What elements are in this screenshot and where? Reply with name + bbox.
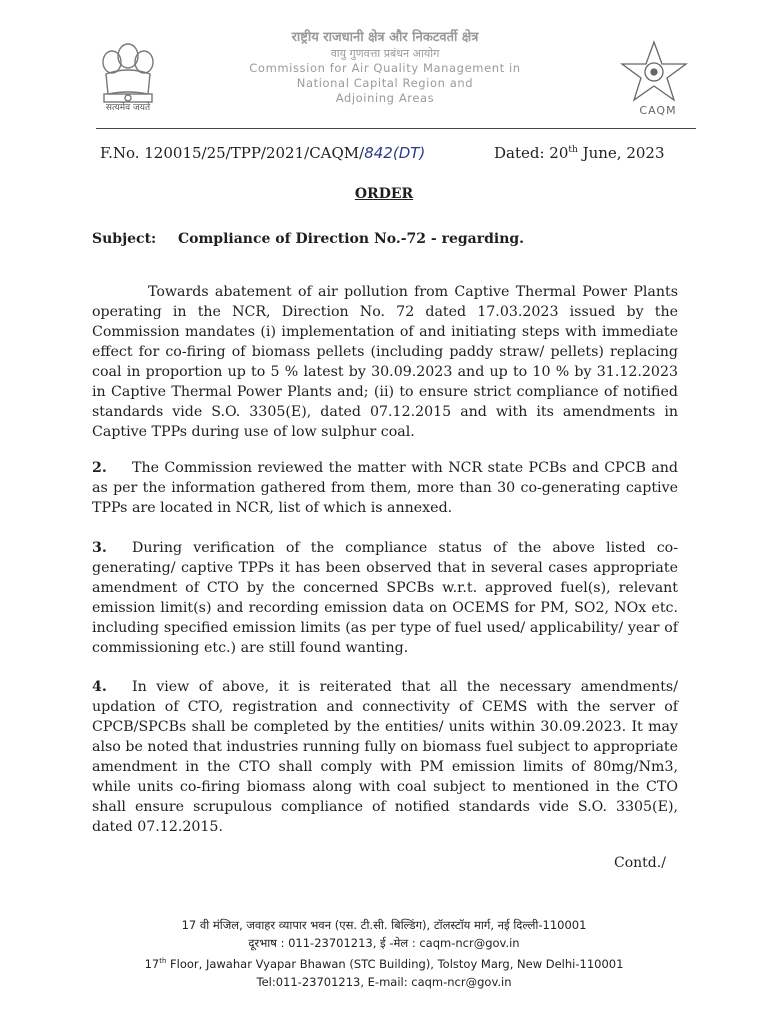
footer-english-address-line xyxy=(0,952,768,973)
english-title-line1: Commission for Air Quality Management in xyxy=(249,61,521,75)
paragraph-text: Towards abatement of air pollution from Captive Thermal Power Plants operating in the NCR, Direction No. 72 dated 17.03.2023 issued by the Commission mandates (i) implementation of and initiating steps with immediate effect for co-firing of biomass pellets (including paddy straw/ pellets) replacing coal in proportion up to 5 % latest by 30.09.2023 and up to 10 % by 31.12.2023 in Captive Thermal Power Plants and; (ii) to ensure strict compliance of notified standards vide S.O. 3305(E), dated 07.12.2015 and with its amendments in Captive TPPs during use of low sulphur coal. xyxy=(92,284,678,440)
paragraph-3 xyxy=(92,538,678,658)
footer-floor: 17 xyxy=(144,956,160,971)
footer-hindi-contact: दूरभाष : 011-23701213, ई -मेल : caqm-ncr@gov.in xyxy=(248,936,520,950)
paragraph-number: 2. xyxy=(92,460,107,476)
subject-label: Subject: xyxy=(92,231,157,247)
footer-hindi-address: 17 वी मंजिल, जवाहर व्यापार भवन (एस. टी.सी. बिल्डिंग), टॉलस्टॉय मार्ग, नई दिल्ली-110001 xyxy=(181,918,587,932)
order-title: ORDER xyxy=(354,186,414,202)
paragraph-1 xyxy=(92,282,678,442)
paragraph-2 xyxy=(92,458,678,518)
footer-english-contact: Tel:011-23701213, E-mail: caqm-ncr@gov.in xyxy=(256,974,512,989)
paragraph-number: 4. xyxy=(92,679,107,695)
file-number xyxy=(100,144,425,162)
date-ordinal: th xyxy=(568,145,578,155)
hindi-title-line1: राष्ट्रीय राजधानी क्षेत्र और निकटवर्ती क्षेत्र xyxy=(291,30,479,45)
paragraph-4 xyxy=(92,677,678,837)
hindi-title-line2: वायु गुणवत्ता प्रबंधन आयोग xyxy=(330,47,440,60)
order-date xyxy=(494,144,665,162)
date-label: Dated: 20 xyxy=(494,144,569,162)
footer-address xyxy=(0,916,768,991)
paragraph-text: During verification of the compliance status of the above listed co-generating/ captive TPPs it has been observed that in several cases appropriate amendment of CTO by the concerned SPCBs w.r.t. approved fuel(s), relevant emission limit(s) and recording emission data on OCEMS for PM, SO2, NOx etc. including specified emission limits (as per type of fuel used/ applicability/ year of commissioning etc.) are still found wanting. xyxy=(92,540,678,656)
emblem-motto: सत्यमेव जयते xyxy=(105,103,151,113)
file-number-text: F.No. 120015/25/TPP/2021/CAQM/ xyxy=(100,144,365,162)
letterhead-divider xyxy=(96,128,696,129)
subject-text: Compliance of Direction No.-72 - regarding. xyxy=(178,231,525,247)
letterhead-title xyxy=(200,30,570,106)
date-rest: June, 2023 xyxy=(577,144,665,162)
letterhead xyxy=(0,0,768,140)
paragraph-number: 3. xyxy=(92,540,107,556)
english-title-line2: National Capital Region and xyxy=(296,76,474,90)
footer-english-address: Floor, Jawahar Vyapar Bhawan (STC Building), Tolstoy Marg, New Delhi-110001 xyxy=(166,956,624,971)
footer-floor-suffix: th xyxy=(159,957,167,965)
paragraph-text: The Commission reviewed the matter with NCR state PCBs and CPCB and as per the information gathered from them, more than 30 co-generating captive TPPs are located in NCR, list of which is annexed. xyxy=(92,460,678,516)
paragraph-text: In view of above, it is reiterated that all the necessary amendments/ updation of CTO, registration and connectivity of CEMS with the server of CPCB/SPCBs shall be completed by the entities/ units within 30.09.2023. It may also be noted that industries running fully on biomass fuel subject to appropriate amendment in the CTO shall comply with PM emission limits of 80mg/Nm3, while units co-firing biomass along with coal subject to mentioned in the CTO shall ensure scrupulous compliance of notified standards vide S.O. 3305(E), dated 07.12.2015. xyxy=(92,679,678,835)
continued-marker: Contd./ xyxy=(614,855,666,871)
handwritten-file-suffix: 842(DT) xyxy=(364,144,426,162)
english-title-line3: Adjoining Areas xyxy=(335,91,435,105)
caqm-logo-label: CAQM xyxy=(639,104,677,117)
subject-line xyxy=(92,231,524,247)
